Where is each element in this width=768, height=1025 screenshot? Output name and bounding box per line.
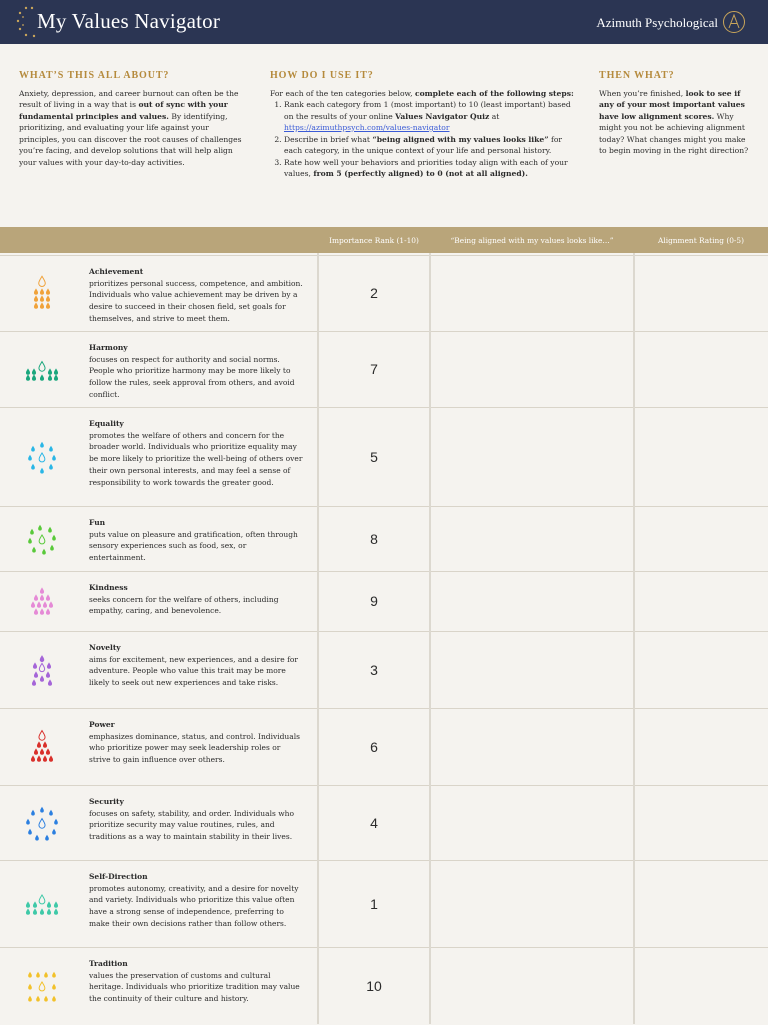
alignment-rating-cell[interactable] <box>635 948 768 1025</box>
value-text: promotes autonomy, creativity, and a desire for novelty and variety. Individuals who prioritize this value often have a strong sense of independence, preferring to make their own decisions rather than follow others. <box>89 883 299 928</box>
about-text: Anxiety, depression, and career burnout can often be the result of living in a way that is out of sync with your fundamental principles and values. By identifying, prioritizing, and evaluating your life against your principles, you can discover the root causes of challenges you’re facing, and develop solutions that will help align your values with your day-to-day activities. <box>19 88 242 167</box>
value-text: focuses on respect for authority and social norms. People who prioritize harmony may be more likely to follow the rules, seek approval from others, and avoid conflict. <box>89 354 295 399</box>
table-row <box>0 407 768 506</box>
value-text: aims for excitement, new experiences, and a desire for adventure. People who value this trait may be more likely to seek out new experiences and take risks. <box>89 654 298 688</box>
value-description <box>89 796 304 843</box>
table-row <box>0 631 768 708</box>
droplet-ring-icon <box>22 438 62 478</box>
how-step-1: 1. Rank each category from 1 (most important) to 10 (least important) based on the results of your online Values Navigator Quiz at https://azimuthpsych.com/values-navigator <box>284 99 582 134</box>
how-heading: HOW DO I USE IT? <box>270 70 374 81</box>
column-divider <box>317 253 319 1024</box>
value-name: Power <box>89 720 115 729</box>
looks-like-cell[interactable] <box>431 507 633 572</box>
table-row <box>0 255 768 331</box>
looks-like-cell[interactable] <box>431 861 633 948</box>
droplet-burst-icon <box>22 804 62 844</box>
looks-like-cell[interactable] <box>431 709 633 786</box>
then-heading: THEN WHAT? <box>599 70 675 81</box>
table-row <box>0 785 768 860</box>
importance-rank-value[interactable]: 8 <box>370 531 378 547</box>
table-row <box>0 331 768 407</box>
droplet-cluster-icon <box>22 651 62 691</box>
value-description <box>89 342 304 401</box>
value-text: puts value on pleasure and gratification, often through sensory experiences such as food, sex, or entertainment. <box>89 529 298 563</box>
table-row <box>0 860 768 947</box>
column-divider <box>633 253 635 1024</box>
value-text: emphasizes dominance, status, and control. Individuals who prioritize power may seek leadership roles or strive to gain influence over others. <box>89 731 300 765</box>
value-description <box>89 582 304 617</box>
value-name: Security <box>89 797 124 806</box>
table-row <box>0 506 768 571</box>
table-row <box>0 947 768 1024</box>
value-description <box>89 642 304 689</box>
app-title: My Values Navigator <box>37 9 221 33</box>
importance-rank-value[interactable]: 3 <box>370 662 378 678</box>
value-name: Achievement <box>89 267 144 276</box>
table-row <box>0 571 768 631</box>
alignment-rating-cell[interactable] <box>635 709 768 786</box>
value-name: Equality <box>89 419 124 428</box>
importance-rank-value[interactable]: 2 <box>370 285 378 301</box>
how-lead: For each of the ten categories below, complete each of the following steps: <box>270 88 574 98</box>
header-bar <box>0 0 768 44</box>
importance-rank-value[interactable]: 9 <box>370 593 378 609</box>
value-description <box>89 958 304 1005</box>
about-section <box>19 70 249 168</box>
how-step-3: 3. Rate how well your behaviors and priorities today align with each of your values, from 5 (perfectly aligned) to 0 (not at all aligned). <box>284 157 582 180</box>
importance-rank-value[interactable]: 7 <box>370 361 378 377</box>
compass-a-logo-icon <box>722 10 746 34</box>
alignment-rating-cell[interactable] <box>635 861 768 948</box>
importance-rank-value[interactable]: 10 <box>366 978 382 994</box>
droplet-pyramid-icon <box>22 728 62 768</box>
value-name: Tradition <box>89 959 128 968</box>
value-description <box>89 418 304 488</box>
then-text: When you’re finished, look to see if any of your most important values have low alignment scores. Why might you not be achieving alignment today? What changes might you make to begin moving in the right direction? <box>599 88 749 155</box>
alignment-rating-cell[interactable] <box>635 408 768 507</box>
looks-like-cell[interactable] <box>431 948 633 1025</box>
value-description <box>89 517 304 564</box>
value-text: values the preservation of customs and cultural heritage. Individuals who prioritize tradition may value the continuity of their culture and history. <box>89 970 300 1004</box>
looks-like-cell[interactable] <box>431 572 633 632</box>
alignment-rating-cell[interactable] <box>635 332 768 408</box>
value-text: seeks concern for the welfare of others, including empathy, caring, and benevolence. <box>89 594 279 616</box>
value-description <box>89 266 304 325</box>
value-text: prioritizes personal success, competence, and ambition. Individuals who value achievement may be driven by a desire to succeed in their chosen field, set goals for themselves, and strive to meet them. <box>89 278 303 323</box>
how-step-2: 2. Describe in brief what “being aligned with my values looks like” for each category, in the unique context of your life and personal history. <box>284 134 582 157</box>
brand-name: Azimuth Psychological <box>596 15 718 30</box>
value-description <box>89 871 304 930</box>
looks-like-cell[interactable] <box>431 632 633 709</box>
value-text: promotes the welfare of others and concern for the broader world. Individuals who prioritize equality may be more likely to prioritize the well-being of others over their own personal interests, and may feel a sense of responsibility to work towards the greater good. <box>89 430 303 487</box>
droplet-grid-icon <box>22 967 62 1007</box>
alignment-rating-cell[interactable] <box>635 256 768 332</box>
droplet-cluster-icon <box>22 582 62 622</box>
looks-like-cell[interactable] <box>431 786 633 861</box>
looks-like-cell[interactable] <box>431 408 633 507</box>
droplet-swirl-icon <box>22 520 62 560</box>
value-name: Self-Direction <box>89 872 148 881</box>
how-steps <box>270 99 582 180</box>
alignment-rating-cell[interactable] <box>635 572 768 632</box>
droplet-row-icon <box>22 350 62 390</box>
about-heading: WHAT’S THIS ALL ABOUT? <box>19 70 170 81</box>
values-navigator-link[interactable]: https://azimuthpsych.com/values-navigator <box>284 123 450 132</box>
looks-like-cell[interactable] <box>431 332 633 408</box>
header-alignment-rating: Alignment Rating (0-5) <box>658 236 744 245</box>
importance-rank-value[interactable]: 5 <box>370 449 378 465</box>
value-text: focuses on safety, stability, and order. Individuals who prioritize security may value routines, rules, and traditions as a way to maintain stability in their lives. <box>89 808 294 842</box>
header-importance-rank: Importance Rank (1-10) <box>329 236 419 245</box>
column-divider <box>429 253 431 1024</box>
then-section <box>599 70 749 157</box>
table-header <box>0 227 768 253</box>
value-name: Novelty <box>89 643 121 652</box>
table-row <box>0 708 768 785</box>
droplet-cluster-icon <box>22 274 62 314</box>
alignment-rating-cell[interactable] <box>635 632 768 709</box>
value-description <box>89 719 304 766</box>
droplet-row-icon <box>22 885 62 925</box>
alignment-rating-cell[interactable] <box>635 786 768 861</box>
importance-rank-value[interactable]: 1 <box>370 896 378 912</box>
alignment-rating-cell[interactable] <box>635 507 768 572</box>
value-name: Kindness <box>89 583 128 592</box>
importance-rank-value[interactable]: 6 <box>370 739 378 755</box>
header-looks-like: “Being aligned with my values looks like…” <box>450 236 614 245</box>
looks-like-cell[interactable] <box>431 256 633 332</box>
value-name: Fun <box>89 518 106 527</box>
how-section <box>270 70 582 180</box>
importance-rank-value[interactable]: 4 <box>370 815 378 831</box>
value-name: Harmony <box>89 343 128 352</box>
